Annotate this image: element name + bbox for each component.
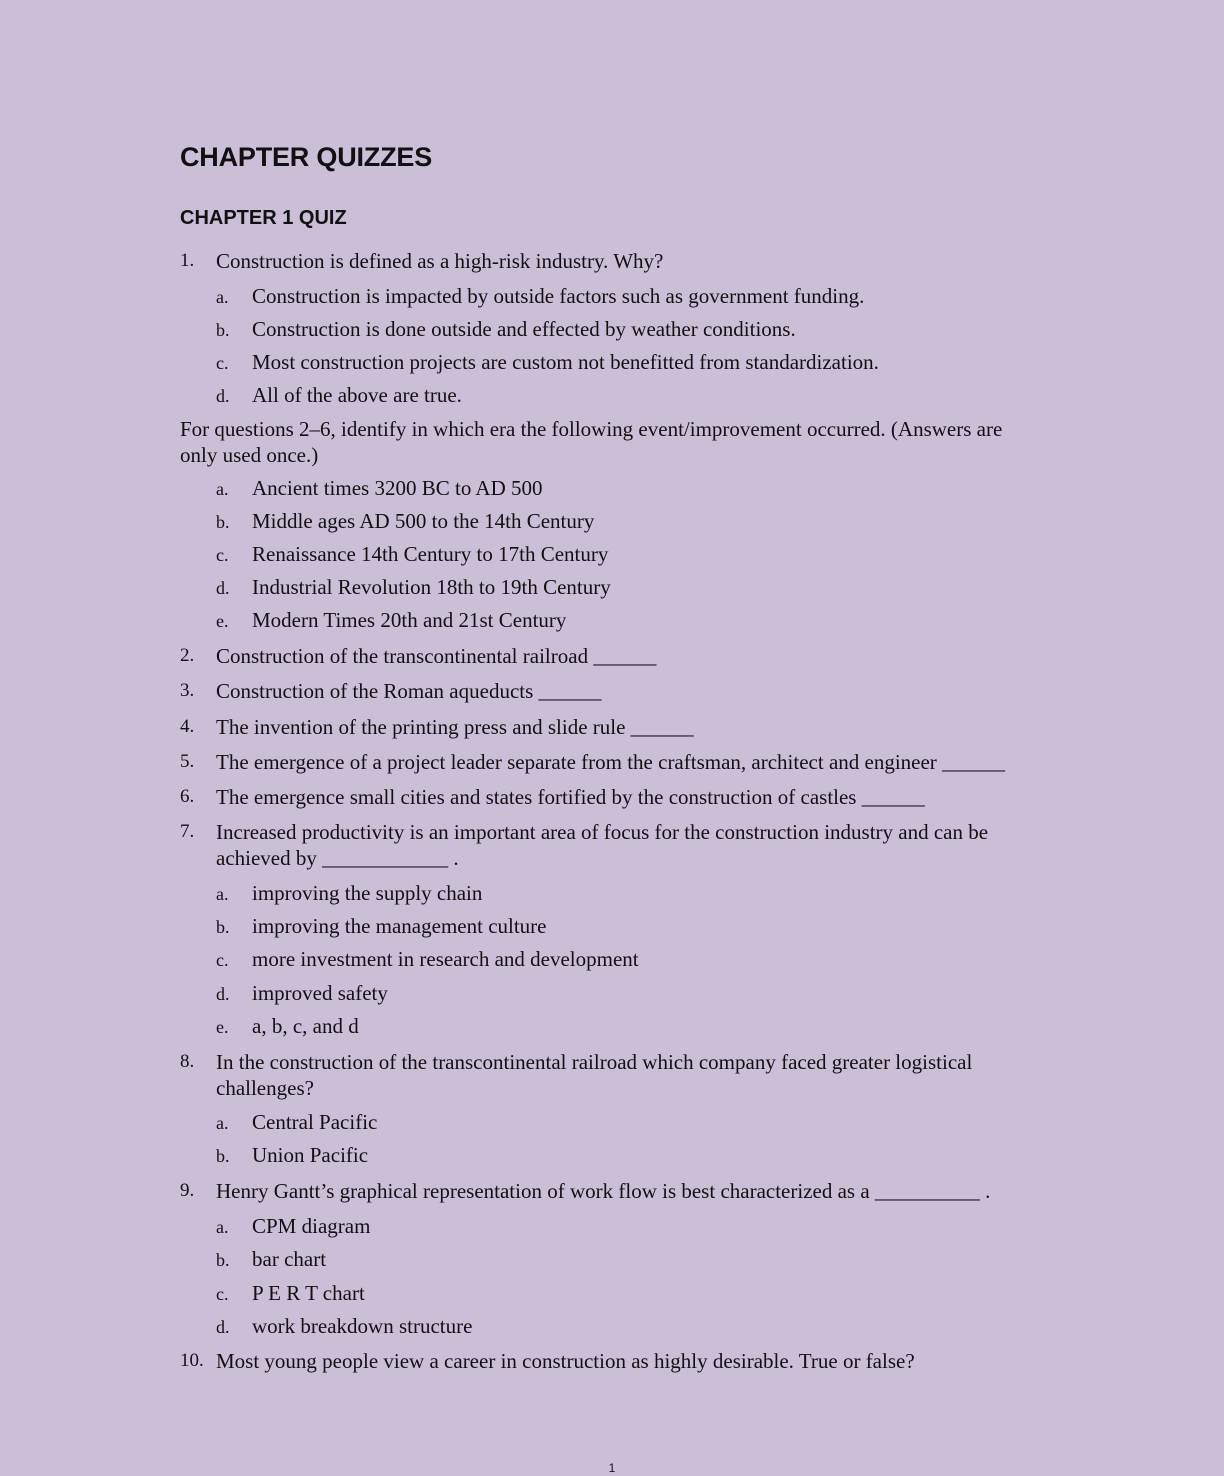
question-number: 1. <box>180 250 195 271</box>
option-text: bar chart <box>252 1247 327 1271</box>
option-text: Modern Times 20th and 21st Century <box>252 608 567 632</box>
question-number: 3. <box>180 680 195 701</box>
question-text: Construction of the transcontinental railroad ______ <box>216 644 657 668</box>
option-text: Ancient times 3200 BC to AD 500 <box>252 476 543 500</box>
option-letter: a. <box>216 1113 229 1133</box>
option-text: Middle ages AD 500 to the 14th Century <box>252 509 595 533</box>
option-letter: c. <box>216 353 229 373</box>
question-number: 8. <box>180 1051 195 1072</box>
option-letter: d. <box>216 984 230 1004</box>
option-letter: c. <box>216 545 229 565</box>
option-text: a, b, c, and d <box>252 1014 359 1038</box>
option-text: Construction is impacted by outside factors such as government funding. <box>252 284 865 308</box>
option-letter: b. <box>216 917 230 937</box>
option-text: improved safety <box>252 981 388 1005</box>
page-number: 1 <box>608 1461 616 1475</box>
question-text: In the construction of the transcontinental railroad which company faced greater logistical challenges? <box>216 1050 973 1100</box>
option-letter: d. <box>216 578 230 598</box>
option-text: Central Pacific <box>252 1110 378 1134</box>
question-number: 9. <box>180 1180 195 1201</box>
question-text: The emergence of a project leader separate from the craftsman, architect and engineer ______ <box>216 750 1006 774</box>
option-letter: c. <box>216 1284 229 1304</box>
option-letter: a. <box>216 1217 229 1237</box>
option-letter: d. <box>216 386 230 406</box>
option-letter: e. <box>216 611 229 631</box>
question-text: Construction is defined as a high-risk industry. Why? <box>216 249 664 273</box>
option-text: Industrial Revolution 18th to 19th Century <box>252 575 611 599</box>
option-text: work breakdown structure <box>252 1314 473 1338</box>
option-letter: a. <box>216 479 229 499</box>
option-text: Renaissance 14th Century to 17th Century <box>252 542 609 566</box>
option-text: Union Pacific <box>252 1143 369 1167</box>
option-letter: a. <box>216 884 229 904</box>
option-text: improving the supply chain <box>252 881 483 905</box>
option-text: CPM diagram <box>252 1214 371 1238</box>
option-text: All of the above are true. <box>252 383 462 407</box>
option-letter: c. <box>216 950 229 970</box>
question-text: Increased productivity is an important area of focus for the construction industry and can be achieved by ____________ . <box>216 820 989 870</box>
section-title: CHAPTER 1 QUIZ <box>180 207 347 229</box>
question-text: Construction of the Roman aqueducts ______ <box>216 679 602 703</box>
question-number: 4. <box>180 716 195 737</box>
option-text: Construction is done outside and effected by weather conditions. <box>252 317 796 341</box>
question-number: 10. <box>180 1350 204 1371</box>
option-letter: b. <box>216 320 230 340</box>
question-text: Henry Gantt’s graphical representation of work flow is best characterized as a __________ . <box>216 1179 991 1203</box>
option-letter: a. <box>216 287 229 307</box>
question-number: 7. <box>180 821 195 842</box>
option-letter: b. <box>216 512 230 532</box>
page-title: CHAPTER QUIZZES <box>180 142 433 172</box>
option-letter: d. <box>216 1317 230 1337</box>
question-text: The invention of the printing press and slide rule ______ <box>216 715 694 739</box>
question-number: 6. <box>180 786 195 807</box>
option-letter: e. <box>216 1017 229 1037</box>
question-number: 2. <box>180 645 195 666</box>
option-text: Most construction projects are custom not benefitted from standardization. <box>252 350 879 374</box>
question-text: The emergence small cities and states fortified by the construction of castles ______ <box>216 785 925 809</box>
instructions-paragraph: For questions 2–6, identify in which era the following event/improvement occurred. (Answers are only used once.) <box>180 417 1003 467</box>
option-letter: b. <box>216 1146 230 1166</box>
option-letter: b. <box>216 1250 230 1270</box>
option-text: P E R T chart <box>252 1281 365 1305</box>
option-text: more investment in research and development <box>252 947 639 971</box>
question-number: 5. <box>180 751 195 772</box>
question-text: Most young people view a career in construction as highly desirable. True or false? <box>216 1349 915 1373</box>
option-text: improving the management culture <box>252 914 547 938</box>
